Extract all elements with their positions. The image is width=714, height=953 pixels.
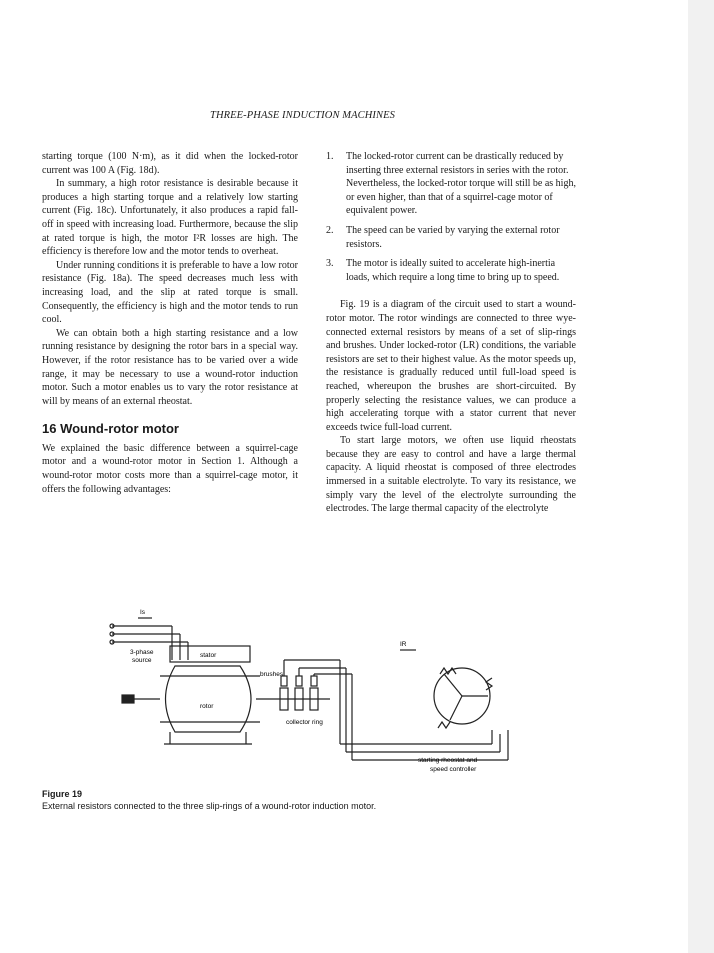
list-number: 3. [326,258,334,270]
section-heading: 16 Wound-rotor motor [42,421,179,437]
stator-current-label: Is [140,609,146,616]
list-text: The locked-rotor current can be drastically reduced by inserting three external resistors in series with the rotor. Nevertheless, the locked-rotor torque will still be as high, or even higher, than that of a squirrel-cage motor of equivalent power. [346,151,576,217]
figure-caption-text: External resistors connected to the three slip-rings of a wound-rotor induction motor. [42,801,377,811]
source-label: 3-phase [130,649,154,656]
paragraph: In summary, a high rotor resistance is desirable because it produces a high starting torque and a relatively low starting current (Fig. 18c). Unfortunately, it also produces a rapid fall-off in speed with increasing load. Furthermore, because the slip at rated torque is high, the motor I²R losses are high. The efficiency is therefore low and the motor tends to overheat. [42,178,298,258]
list-text: The motor is ideally suited to accelerate high-inertia loads, which require a long time to bring up to speed. [346,258,560,283]
stator-label: stator [200,652,217,659]
list-item [326,257,576,284]
rotor-label: rotor [200,703,214,710]
paragraph: Fig. 19 is a diagram of the circuit used to start a wound-rotor motor. The rotor windings are connected to three wye-connected external resistors by means of a set of slip-rings and brushes. Under locked-rotor (LR) conditions, the variable resistors are set to their highest value. As the motor speeds up, the resistance is gradually reduced until full-load speed is reached, whereupon the brushes are short-circuited. By properly selecting the resistance values, we can produce a high accelerating torque with a stator current that never exceeds twice full-load current. [326,299,576,433]
paragraph: We can obtain both a high starting resistance and a low running resistance by designing the rotor bars in a special way. However, if the rotor resistance has to be varied over a wide range, it may be necessary to use a wound-rotor induction motor. Such a motor enables us to vary the rotor resistance at will by means of an external rheostat. [42,327,298,407]
rheostat-label: speed controller [430,766,477,773]
running-header: THREE-PHASE INDUCTION MACHINES [210,110,395,121]
collector-ring-label: collector ring [286,719,323,726]
paragraph: To start large motors, we often use liquid rheostats because they are easy to control and have a large thermal capacity. A liquid rheostat is composed of three electrodes immersed in a suitable electrolyte. To vary its resistance, we simply vary the level of the electrolyte surrounding the electrodes. The large thermal capacity of the electrolyte [326,435,576,515]
list-text: The speed can be varied by varying the external rotor resistors. [346,224,560,250]
advantages-list [326,150,576,284]
source-label: source [132,657,152,664]
list-number: 1. [326,151,334,162]
paragraph: starting torque (100 N·m), as it did when the locked-rotor current was 100 A (Fig. 18d). [42,151,298,176]
right-column [326,150,576,516]
list-item [326,224,576,251]
wound-rotor-circuit-diagram [100,604,560,784]
list-item [326,150,576,218]
paragraph: We explained the basic difference between a squirrel-cage motor and a wound-rotor motor in Section 1. Although a wound-rotor motor costs more than a squirrel-cage motor, it offers the following advantages: [42,442,298,495]
rotor-current-label: IR [400,641,407,648]
figure-title: Figure 19 [42,789,83,799]
scrollbar-track[interactable] [688,0,714,953]
figure-caption [42,788,376,812]
paragraph: Under running conditions it is preferable to have a low rotor resistance (Fig. 18a). The speed decreases much less with increasing load, and the slip at rated torque is small. Consequently, the efficiency is high and the motor tends to run cool. [42,259,298,326]
rheostat-label: starting rheostat and [418,757,478,764]
brushes-label: brushes [260,671,284,678]
left-column [42,150,298,496]
list-number: 2. [326,224,334,236]
